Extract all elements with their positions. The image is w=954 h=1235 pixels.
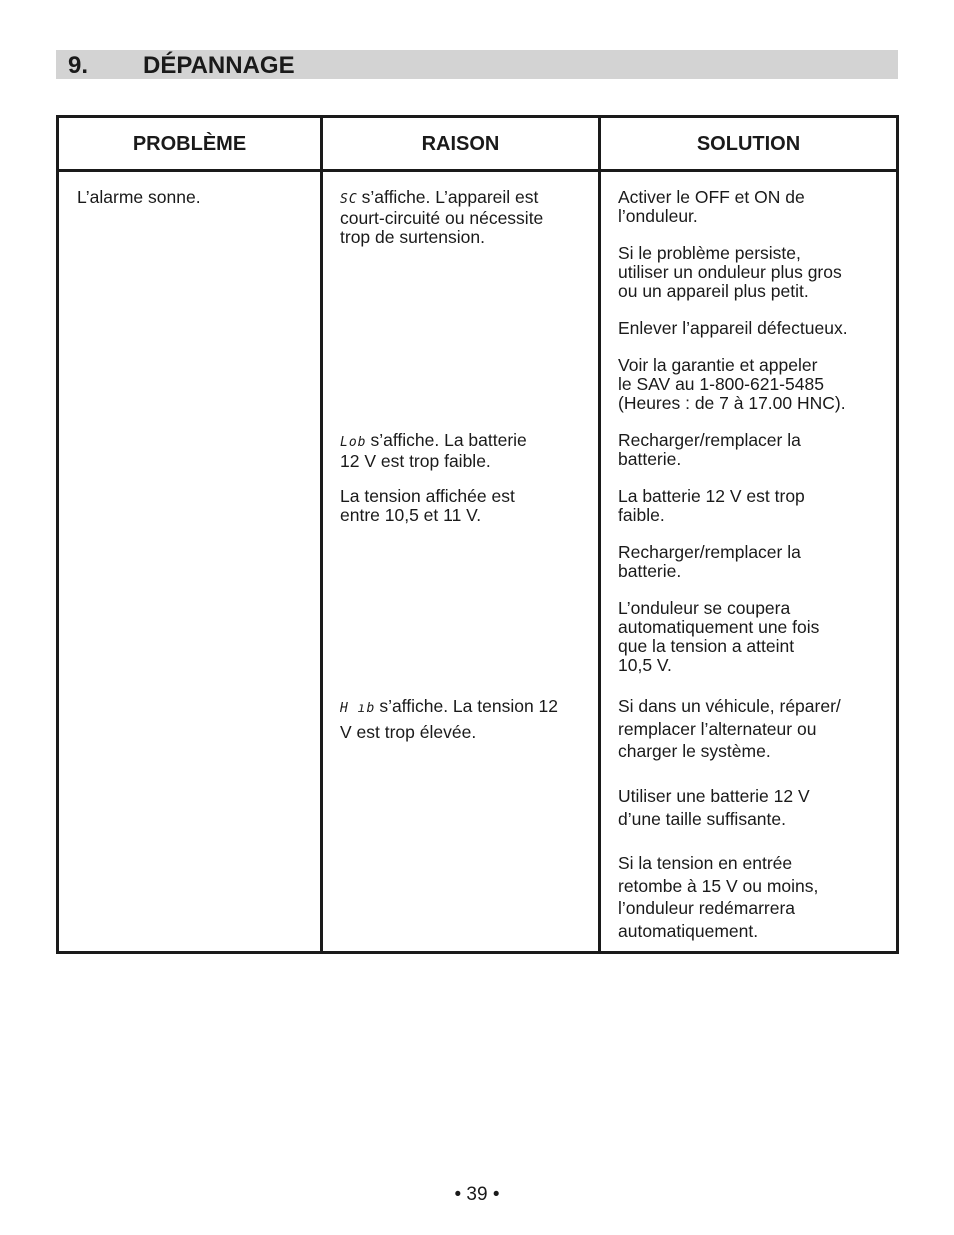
solution-item: Si le problème persiste, utiliser un onduleur plus gros ou un appareil plus petit. — [618, 243, 842, 301]
section-title: DÉPANNAGE — [143, 52, 295, 79]
header-solution: SOLUTION — [696, 133, 801, 155]
section-heading-bar — [56, 50, 898, 79]
reason-low-battery: Lob s’affiche. La batterie 12 V est trop faible. — [340, 430, 527, 471]
solution-item: Recharger/remplacer la batterie. — [618, 430, 801, 469]
reason-short-circuit: SC s’affiche. L’appareil est court-circuité ou nécessite trop de surtension. — [340, 187, 544, 247]
reason-voltage-range: La tension affichée est entre 10,5 et 11 V. — [340, 486, 515, 525]
solution-item: Voir la garantie et appeler le SAV au 1-800-621-5485 (Heures : de 7 à 17.00 HNC). — [618, 355, 846, 413]
solution-item: Enlever l’appareil défectueux. — [618, 318, 848, 338]
header-problem: PROBLÈME — [132, 133, 247, 155]
display-code-hib: H ıb — [340, 701, 376, 716]
solution-item: Activer le OFF et ON de l’onduleur. — [618, 187, 805, 226]
column-divider — [320, 118, 323, 951]
solution-item: Utiliser une batterie 12 V d’une taille suffisante. — [618, 786, 810, 829]
solution-item: Si dans un véhicule, réparer/ remplacer l’alternateur ou charger le système. — [618, 696, 841, 761]
section-number: 9. — [68, 52, 89, 79]
troubleshooting-table — [56, 115, 899, 954]
reason-high-voltage: H ıb s’affiche. La tension 12 V est trop élevée. — [340, 696, 559, 742]
display-code-sc: SC — [340, 192, 358, 207]
display-code-lob: Lob — [340, 435, 367, 450]
column-divider — [598, 118, 601, 951]
solution-item: L’onduleur se coupera automatiquement une fois que la tension a atteint 10,5 V. — [618, 598, 820, 675]
solution-item: Si la tension en entrée retombe à 15 V ou moins, l’onduleur redémarrera automatiquement. — [618, 853, 819, 941]
page-number: • 39 • — [454, 1184, 500, 1205]
problem-cell: L’alarme sonne. — [77, 187, 201, 207]
header-reason: RAISON — [421, 133, 500, 155]
solution-item: La batterie 12 V est trop faible. — [618, 486, 805, 525]
header-divider — [59, 169, 896, 172]
solution-item: Recharger/remplacer la batterie. — [618, 542, 801, 581]
